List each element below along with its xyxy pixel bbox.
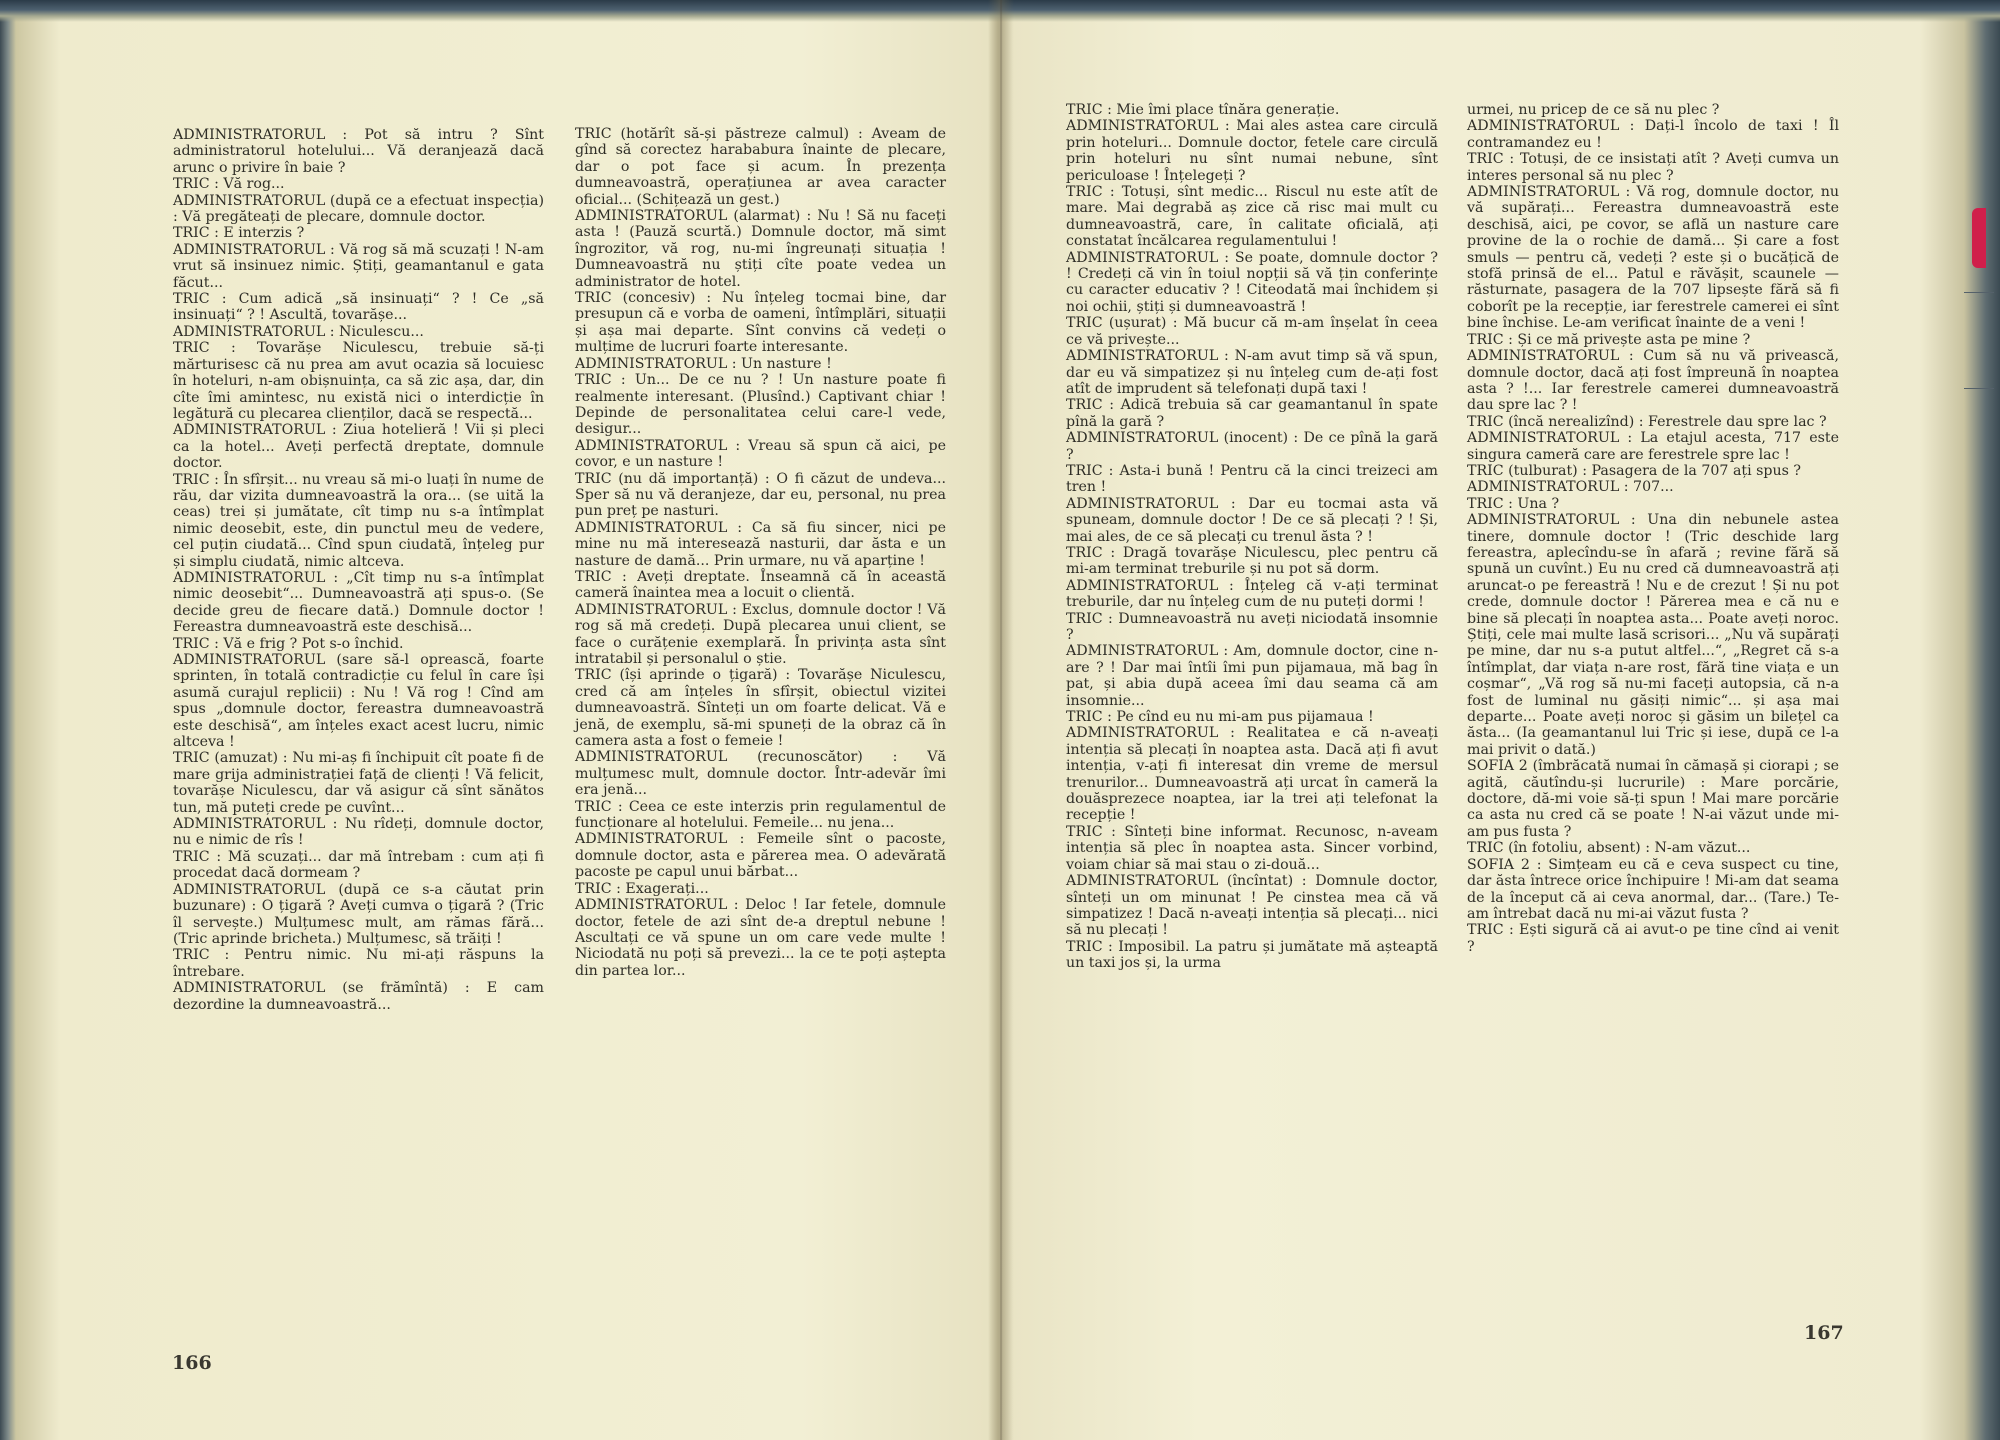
dialogue-line: TRIC (amuzat) : Nu mi-aș fi închipuit cît poate fi de mare grija administrației față de clienți ! Vă felicit, tovarășe Niculescu, dar vă asigur că sînt sănătos tun, mă puteți crede pe cuvînt... <box>173 750 544 816</box>
dialogue-line: ADMINISTRATORUL : Femeile sînt o pacoste, domnule doctor, asta e părerea mea. O adevărată pacoste pe capul unui bărbat... <box>575 831 946 881</box>
dialogue-line: ADMINISTRATORUL (alarmat) : Nu ! Să nu faceți asta ! (Pauză scurtă.) Domnule doctor, mă simt îngrozitor, vă rog, nu-mi îngreunați situația ! Dumneavoastră nu știți cîte poate vedea un administrator de hotel. <box>575 208 946 290</box>
dialogue-line: TRIC : Totuși, de ce insistați atît ? Aveți cumva un interes personal să nu plec ? <box>1467 151 1839 184</box>
dialogue-line: TRIC : Tovarășe Niculescu, trebuie să-ți mărturisesc că nu prea am avut ocazia să locuiesc în hoteluri, n-am obișnuința, ca să zic așa, dar, din cîte îmi amintesc, nu există nici o interdicție în legătură cu plecarea clienților, dacă se respectă... <box>173 340 544 422</box>
dialogue-line: TRIC : Totuși, sînt medic... Riscul nu este atît de mare. Mai degrabă aș zice că risc mai mult cu dumneavoastră, care, în calitate oficială, ați constatat încălcarea regulamentului ! <box>1066 184 1438 250</box>
dialogue-line: ADMINISTRATORUL (inocent) : De ce pînă la gară ? <box>1066 430 1438 463</box>
dialogue-line: TRIC : Aveți dreptate. Înseamnă că în această cameră înaintea mea a locuit o clientă. <box>575 568 946 602</box>
dialogue-line: TRIC : Și ce mă privește asta pe mine ? <box>1467 331 1751 348</box>
dialogue-line: ADMINISTRATORUL : Înțeleg că v-ați terminat treburile, dar nu înțeleg cum de nu puteți dormi ! <box>1066 577 1438 611</box>
dialogue-line: TRIC : Imposibil. La patru și jumătate mă așteaptă un taxi jos și, la urma <box>1066 938 1438 972</box>
dialogue-line: TRIC (tulburat) : Pasagera de la 707 ați spus ? <box>1467 462 1802 479</box>
dialogue-line: ADMINISTRATORUL : Vă rog, domnule doctor, nu vă supărați... Fereastra dumneavoastră este deschisă, aici, pe covor, se află un nasture care provine de la o rochie de damă... Și care a fost smuls — pentru că, vedeți ? este și o bucățică de stofă prinsă de el... Patul e răvășit, scaunele — răsturnate, pasagera de la 707 lipsește fără să fi coborît pe la recepție, iar ferestrele camerei ei sînt bine închise. Le-am verificat înainte de a veni ! <box>1467 184 1839 332</box>
dialogue-line: TRIC : Asta-i bună ! Pentru că la cinci treizeci am tren ! <box>1066 462 1438 496</box>
left-page-column-1 <box>173 127 544 1013</box>
page-number-right: 167 <box>1804 1322 1844 1344</box>
dialogue-line: ADMINISTRATORUL : Deloc ! Iar fetele, domnule doctor, fetele de azi sînt de-a dreptul nebune ! Ascultați ce vă spune un om care vede multe ! Niciodată nu poți să prevezi... la ce te poți aștepta din partea lor... <box>575 897 946 979</box>
dialogue-line: SOFIA 2 : Simțeam eu că e ceva suspect cu tine, dar ăsta întrece orice închipuire ! Mi-am dat seama de la început că ai ceva anormal, dar... (Tare.) Te-am întrebat dacă nu mi-ai văzut fusta ? <box>1467 856 1839 922</box>
dialogue-line: TRIC : Dragă tovarășe Niculescu, plec pentru că mi-am terminat treburile și nu pot să dorm. <box>1066 544 1438 578</box>
dialogue-line: TRIC : Ești sigură că ai avut-o pe tine cînd ai venit ? <box>1467 922 1839 955</box>
dialogue-line: TRIC (încă nerealizînd) : Ferestrele dau spre lac ? <box>1467 413 1827 430</box>
dialogue-line: ADMINISTRATORUL (încîntat) : Domnule doctor, sînteți un om minunat ! Pe cinstea mea că vă simpatizez ! Dacă n-aveați intenția să plecați... nici să nu plecați ! <box>1066 873 1438 939</box>
dialogue-line: TRIC : Ceea ce este interzis prin regulamentul de funcționare al hotelului. Femeile... nu jena... <box>575 798 946 832</box>
right-page-column-2 <box>1467 102 1839 955</box>
dialogue-line: ADMINISTRATORUL : Nu rîdeți, domnule doctor, nu e nimic de rîs ! <box>173 816 544 849</box>
dialogue-line: ADMINISTRATORUL : Niculescu... <box>173 323 424 340</box>
bookmark-tab <box>1972 208 1986 268</box>
page-edge-mark <box>1964 292 1994 293</box>
dialogue-line: TRIC : Adică trebuia să car geamantanul în spate pînă la gară ? <box>1066 397 1438 430</box>
dialogue-line: TRIC (își aprinde o țigară) : Tovarășe Niculescu, cred că am înțeles în sfîrșit, obiectul vizitei dumneavoastră. Sînteți un om foarte delicat. Vă e jenă, de exemplu, să-mi spuneți de la obraz că în camera asta a fost o femeie ! <box>575 667 946 750</box>
right-page-column-1 <box>1066 102 1438 972</box>
left-page-column-2 <box>575 126 946 979</box>
dialogue-line: TRIC (în fotoliu, absent) : N-am văzut... <box>1467 840 1751 857</box>
dialogue-line: ADMINISTRATORUL : Una din nebunele astea tinere, domnule doctor ! (Tric deschide larg fereastra, aplecîndu-se în afară ; revine fără să spună un cuvînt.) Eu nu cred că dumneavoastră ați aruncat-o pe fereastră ! Nu e de crezut ! Și nu pot crede, domnule doctor ! Părerea mea e că nu e bine să plecați în noaptea asta... Poate aveți noroc. Știți, cele mai multe lasă scrisori... „Nu vă supărați pe mine, dar nu s-a putut altfel...“, „Regret că s-a întîmplat, dar viața n-are rost, fără tine viața e un coșmar“, „Vă rog să nu-mi faceți autopsia, că n-a fost de luminal nu găsiți nimic“... și așa mai departe... Poate aveți noroc și găsim un bilețel ca ăsta... (Ia geamantanul lui Tric și iese, după ce l-a mai privit o dată.) <box>1467 512 1839 758</box>
page-number-left: 166 <box>172 1352 212 1374</box>
dialogue-line: TRIC : Mie îmi place tînăra generație. <box>1066 102 1340 118</box>
dialogue-line: ADMINISTRATORUL : Realitatea e că n-aveați intenția să plecați în noaptea asta. Dacă ați fi avut intenția, v-ați fi interesat din vreme de mersul trenurilor... Dumneavoastră ați urcat în cameră la douăsprezece noaptea, iar la trei ați telefonat la recepție ! <box>1066 725 1438 824</box>
dialogue-line: ADMINISTRATORUL : Dați-l încolo de taxi ! Îl contramandez eu ! <box>1467 118 1839 151</box>
dialogue-line: ADMINISTRATORUL : Vă rog să mă scuzați ! N-am vrut să insinuez nimic. Știți, geamantanul e gata făcut... <box>173 241 544 291</box>
dialogue-line: TRIC : Cum adică „să insinuați“ ? ! Ce „să insinuați“ ? ! Ascultă, tovarășe... <box>173 291 544 324</box>
dialogue-line: ADMINISTRATORUL (după ce s-a căutat prin buzunare) : O țigară ? Aveți cumva o țigară ? (Tric îl servește.) Mulțumesc mult, am rămas fără... (Tric aprinde bricheta.) Mulțumesc, să trăiți ! <box>173 881 544 947</box>
dialogue-line: ADMINISTRATORUL : Un nasture ! <box>575 355 832 372</box>
dialogue-line: ADMINISTRATORUL : Ca să fiu sincer, nici pe mine nu mă interesează nasturii, dar ăsta e un nasture de damă... Prin urmare, nu vă aparține ! <box>575 519 946 569</box>
dialogue-line: TRIC : Pentru nimic. Nu mi-ați răspuns la întrebare. <box>173 947 544 980</box>
dialogue-line: ADMINISTRATORUL (recunoscător) : Vă mulțumesc mult, domnule doctor. Într-adevăr îmi era jenă... <box>575 749 946 799</box>
dialogue-line: TRIC : Vă e frig ? Pot s-o închid. <box>173 635 404 652</box>
dialogue-line: urmei, nu pricep de ce să nu plec ? <box>1467 102 1720 118</box>
dialogue-line: TRIC (nu dă importanță) : O fi căzut de undeva... Sper să nu vă deranjeze, dar eu, personal, nu prea pun preț pe nasturi. <box>575 470 946 520</box>
dialogue-line: ADMINISTRATORUL : N-am avut timp să vă spun, dar eu vă simpatizez și nu înțeleg cum de-ați fost atît de imprudent să telefonați după taxi ! <box>1066 348 1438 397</box>
dialogue-line: ADMINISTRATORUL : Se poate, domnule doctor ? ! Credeți că vin în toiul nopții să vă țin conferințe cu caracter educativ ? ! Citeodată mai închidem și noi ochii, știți și dumneavoastră ! <box>1066 249 1438 315</box>
dialogue-line: ADMINISTRATORUL : Mai ales astea care circulă prin hoteluri... Domnule doctor, fetele care circulă prin hoteluri nu sînt numai nebune, sînt periculoase ! Înțelegeți ? <box>1066 118 1438 184</box>
dialogue-line: TRIC : Mă scuzați... dar mă întrebam : cum ați fi procedat dacă dormeam ? <box>173 848 544 882</box>
dialogue-line: TRIC (hotărît să-și păstreze calmul) : Aveam de gînd să corectez harababura înainte de plecare, dar o pot face și acum. În prezența dumneavoastră, operațiunea ar avea caracter oficial... (Schițează un gest.) <box>575 126 946 208</box>
dialogue-line: ADMINISTRATORUL : Am, domnule doctor, cine n-are ? ! Dar mai întîi îmi pun pijamaua, mă bag în pat, și abia după aceea îmi dau seama că am insomnie... <box>1066 643 1438 709</box>
dialogue-line: TRIC : Un... De ce nu ? ! Un nasture poate fi realmente interesant. (Plusînd.) Captivant chiar ! Depinde de personalitatea celui care-l vede, desigur... <box>575 372 946 438</box>
right-page <box>1000 0 2000 1440</box>
dialogue-line: ADMINISTRATORUL : Dar eu tocmai asta vă spuneam, domnule doctor ! De ce să plecați ? ! Și, mai ales, de ce să plecați cu trenul ăsta ? ! <box>1066 495 1438 545</box>
dialogue-line: TRIC : Dumneavoastră nu aveți niciodată insomnie ? <box>1066 610 1438 643</box>
dialogue-line: ADMINISTRATORUL (se frămîntă) : E cam dezordine la dumneavoastră... <box>173 980 544 1013</box>
dialogue-line: SOFIA 2 (îmbrăcată numai în cămașă și ciorapi ; se agită, căutîndu-și lucrurile) : Mare porcărie, doctore, dă-mi voie să-ți spun ! Mai mare porcărie ca asta nu cred că se poate ! N-ai văzut unde mi-am pus fusta ? <box>1467 758 1839 840</box>
dialogue-line: TRIC : Una ? <box>1467 495 1560 512</box>
dialogue-line: TRIC : Exagerați... <box>575 880 709 897</box>
dialogue-line: ADMINISTRATORUL (după ce a efectuat inspecția) : Vă pregăteați de plecare, domnule doctor. <box>173 192 544 226</box>
dialogue-line: ADMINISTRATORUL : „Cît timp nu s-a întîmplat nimic deosebit“... Dumneavoastră ați spus-o. (Se decide greu de fiecare dată.) Domnule doctor ! Fereastra dumneavoastră este deschisă... <box>173 569 544 636</box>
dialogue-line: ADMINISTRATORUL : Vreau să spun că aici, pe covor, e un nasture ! <box>575 437 946 471</box>
dialogue-line: ADMINISTRATORUL : Ziua hotelieră ! Vii și pleci ca la hotel... Aveți perfectă dreptate, domnule doctor. <box>173 422 544 472</box>
dialogue-line: ADMINISTRATORUL : La etajul acesta, 717 este singura cameră care are ferestrele spre lac ! <box>1467 430 1839 463</box>
dialogue-line: TRIC : E interzis ? <box>173 225 305 242</box>
dialogue-line: TRIC : Pe cînd eu nu mi-am pus pijamaua ! <box>1066 709 1374 726</box>
dialogue-line: ADMINISTRATORUL (sare să-l oprească, foarte sprinten, în totală contradicție cu felul în care își asumă curajul replicii) : Nu ! Vă rog ! Cînd am spus „domnule doctor, fereastra dumneavoastră este deschisă“, am înțeles exact acest lucru, nimic altceva ! <box>173 652 544 751</box>
dialogue-line: TRIC : În sfîrșit... nu vreau să mi-o luați în nume de rău, dar vizita dumneavoastră la ora... (se uită la ceas) trei și jumătate, cît timp nu s-a întîmplat nimic deosebit, este, din punctul meu de vedere, cel puțin ciudată... Cînd spun ciudată, înțeleg pur și simplu ciudată, nimic altceva. <box>173 471 544 570</box>
page-edge-mark <box>1964 388 1994 389</box>
dialogue-line: ADMINISTRATORUL : Cum să nu vă privească, domnule doctor, dacă ați fost împreună în noaptea asta ? !... Iar ferestrele camerei dumneavoastră dau spre lac ? ! <box>1467 348 1839 414</box>
dialogue-line: TRIC : Sînteți bine informat. Recunosc, n-aveam intenția să plec în noaptea asta. Sincer vorbind, voiam chiar să mai stau o zi-două... <box>1066 823 1438 873</box>
dialogue-line: ADMINISTRATORUL : 707... <box>1467 479 1674 496</box>
dialogue-line: ADMINISTRATORUL : Exclus, domnule doctor ! Vă rog să mă credeți. După plecarea unui client, se face o curățenie exemplară. În privința asta sînt intratabil și personalul o știe. <box>575 601 946 667</box>
dialogue-line: TRIC (concesiv) : Nu înțeleg tocmai bine, dar presupun că e vorba de oameni, întîmplări, situații și așa mai departe. Sînt convins că vedeți o mulțime de lucruri foarte interesante. <box>575 290 946 356</box>
dialogue-line: ADMINISTRATORUL : Pot să intru ? Sînt administratorul hotelului... Vă deranjează dacă arunc o privire în baie ? <box>173 127 544 176</box>
dialogue-line: TRIC (ușurat) : Mă bucur că m-am înșelat în ceea ce vă privește... <box>1066 315 1438 348</box>
dialogue-line: TRIC : Vă rog... <box>173 176 285 193</box>
